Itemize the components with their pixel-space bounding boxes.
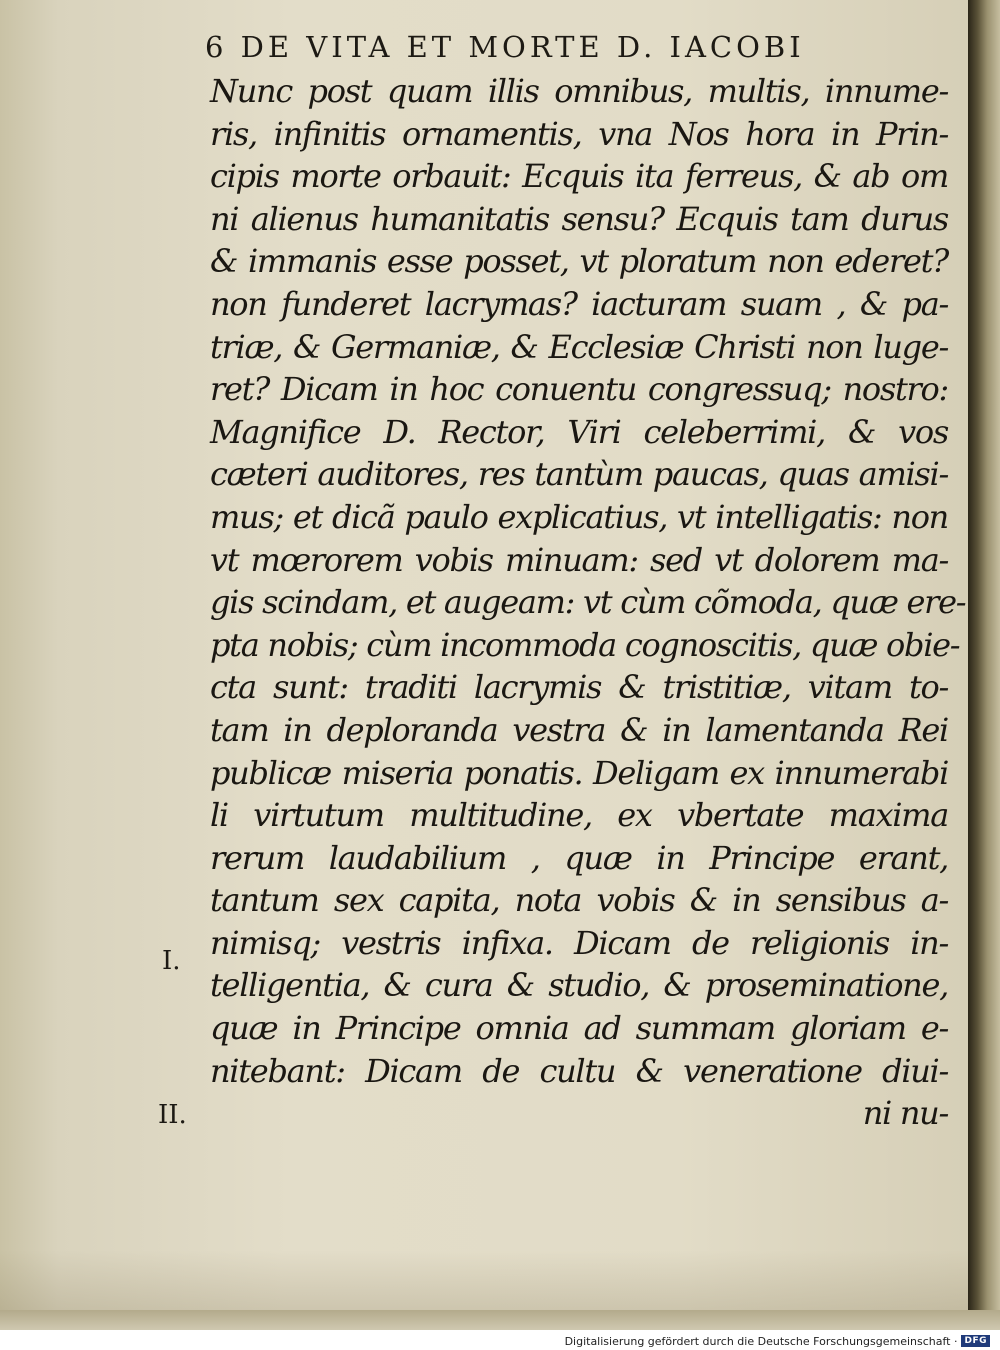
- text-line: Magnifice D. Rector, Viri celeberrimi, & vos: [210, 412, 948, 451]
- marginal-number-1: I.: [162, 946, 181, 976]
- page-bottom-edge: [0, 1310, 1000, 1330]
- text-line: non funderet lacrymas? iacturam suam , & pa-: [210, 284, 948, 323]
- text-line: ni nu-: [862, 1094, 948, 1133]
- text-line: quæ in Principe omnia ad summam gloriam e-: [210, 1009, 948, 1048]
- text-line: vt mœrorem vobis minuam: sed vt dolorem ma-: [210, 540, 948, 579]
- text-line: pta nobis; cùm incommoda cognoscitis, quæ obie-: [210, 625, 960, 664]
- footer-credit: Digitalisierung gefördert durch die Deutsche Forschungsgemeinschaft ·: [564, 1334, 958, 1348]
- text-line: mus; et dicã paulo explicatius, vt intelligatis: non: [210, 497, 948, 536]
- text-line: nimisq; vestris infixa. Dicam de religionis in-: [210, 923, 948, 962]
- text-line: tantum sex capita, nota vobis & in sensibus a-: [210, 881, 948, 920]
- text-line: tam in deploranda vestra & in lamentanda Rei: [210, 710, 948, 749]
- text-line: cæteri auditores, res tantùm paucas, quas amisi-: [210, 455, 948, 494]
- text-line: publicæ miseria ponatis. Deligam ex innumerabi: [210, 753, 948, 792]
- text-line: & immanis esse posset, vt ploratum non ederet?: [210, 242, 948, 281]
- text-line: ni alienus humanitatis sensu? Ecquis tam durus: [210, 199, 948, 238]
- text-line: telligentia, & cura & studio, & proseminatione,: [210, 966, 948, 1005]
- text-line: nitebant: Dicam de cultu & veneratione diui-: [210, 1051, 948, 1090]
- text-line: Nunc post quam illis omnibus, multis, innume-: [210, 72, 948, 110]
- text-line: triæ, & Germaniæ, & Ecclesiæ Christi non luge-: [210, 327, 948, 366]
- text-line: gis scindam, et augeam: vt cùm cõmoda, quæ ere-: [210, 583, 966, 622]
- body-text: [210, 70, 966, 1135]
- text-line: li virtutum multitudine, ex vbertate maxima: [210, 796, 948, 835]
- text-line: ret? Dicam in hoc conuentu congressuq; nostro:: [210, 370, 948, 409]
- dfg-logo: DFG: [961, 1335, 990, 1347]
- book-gutter-edge: [968, 0, 1000, 1330]
- text-line: cipis morte orbauit: Ecquis ita ferreus, & ab om: [210, 157, 948, 196]
- marginal-number-2: II.: [158, 1100, 187, 1130]
- text-line: ris, infinitis ornamentis, vna Nos hora in Prin-: [210, 114, 948, 153]
- text-line: rerum laudabilium , quæ in Principe erant,: [210, 838, 948, 877]
- text-line: cta sunt: traditi lacrymis & tristitiæ, vitam to-: [210, 668, 948, 707]
- running-head: 6 DE VITA ET MORTE D. IACOBI: [205, 30, 805, 64]
- digitization-footer: [565, 1333, 990, 1349]
